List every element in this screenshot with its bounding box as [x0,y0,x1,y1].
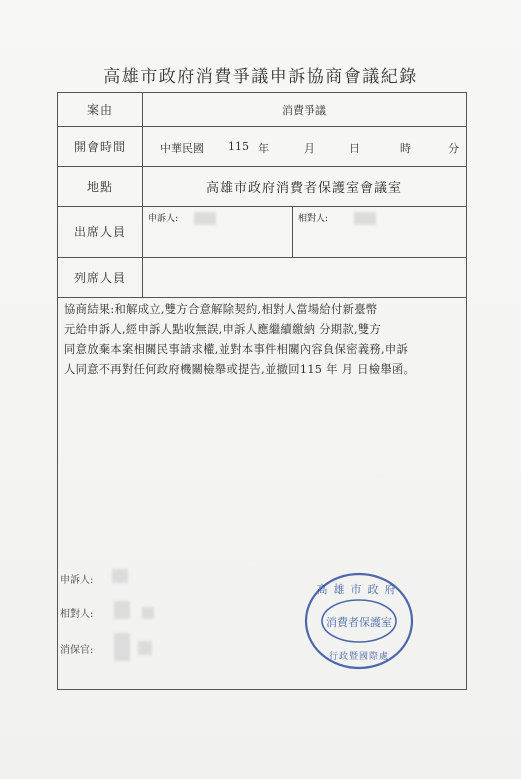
redacted-name [354,212,376,225]
label-case: 案由 [58,93,143,126]
value-place: 高雄市政府消費者保護室會議室 [205,180,402,196]
row-observers [58,257,466,298]
seal-top-text: 高雄市政府 [316,583,402,596]
time-month-unit: 月 [304,142,315,155]
attendee-complainant-cell [142,206,293,257]
attendee-complainant-label: 申訴人: [148,214,179,224]
seal-bottom-text: 行政暨國際處 [328,652,390,662]
row-attendees [58,206,466,258]
redacted-signature [114,633,130,661]
minutes-table [57,92,467,690]
official-seal-stamp [304,571,414,671]
redacted-name [194,212,216,225]
outcome-line: 元給申訴人,經申訴人點收無誤,申訴人應繼續繳納 分期款,雙方 [64,323,382,336]
row-time [58,126,466,167]
value-attendees [142,206,466,257]
time-year-number: 115 [228,140,249,153]
time-year-unit: 年 [258,142,269,155]
label-time: 開會時間 [58,126,143,166]
value-case: 消費爭議 [282,103,326,117]
time-day-unit: 日 [349,142,360,155]
time-minute-unit: 分 [448,142,459,155]
redacted-signature [138,641,152,655]
seal-middle-text: 消費者保護室 [326,616,392,629]
outcome-text [64,300,462,380]
value-time [142,126,466,166]
signature-respondent-label: 相對人: [60,609,94,620]
document-title: 高雄市政府消費爭議申訴協商會議紀錄 [103,67,418,87]
outcome-line: 人同意不再對任何政府機關檢舉或提告,並撤回115 年 月 日檢舉函。 [64,363,416,376]
time-era: 中華民國 [160,142,204,155]
label-place: 地點 [58,166,143,206]
redacted-signature [114,601,130,619]
time-hour-unit: 時 [400,142,411,155]
outcome-line: 協商結果:和解成立,雙方合意解除契約,相對人當場給付新臺幣 [64,303,378,316]
outcome-line: 同意放棄本案相關民事請求權,並對本事件相關內容負保密義務,申訴 [64,343,409,356]
label-observers: 列席人員 [58,257,143,297]
redacted-signature [142,607,154,619]
label-attendees: 出席人員 [58,206,143,257]
row-place [58,166,466,207]
signature-mediator-label: 消保官: [60,645,94,656]
attendee-respondent-cell [292,206,466,257]
row-case [58,93,466,127]
redacted-signature [112,569,128,583]
value-observers [142,257,466,297]
attendee-respondent-label: 相對人: [298,214,329,224]
signature-complainant-label: 申訴人: [60,575,94,586]
